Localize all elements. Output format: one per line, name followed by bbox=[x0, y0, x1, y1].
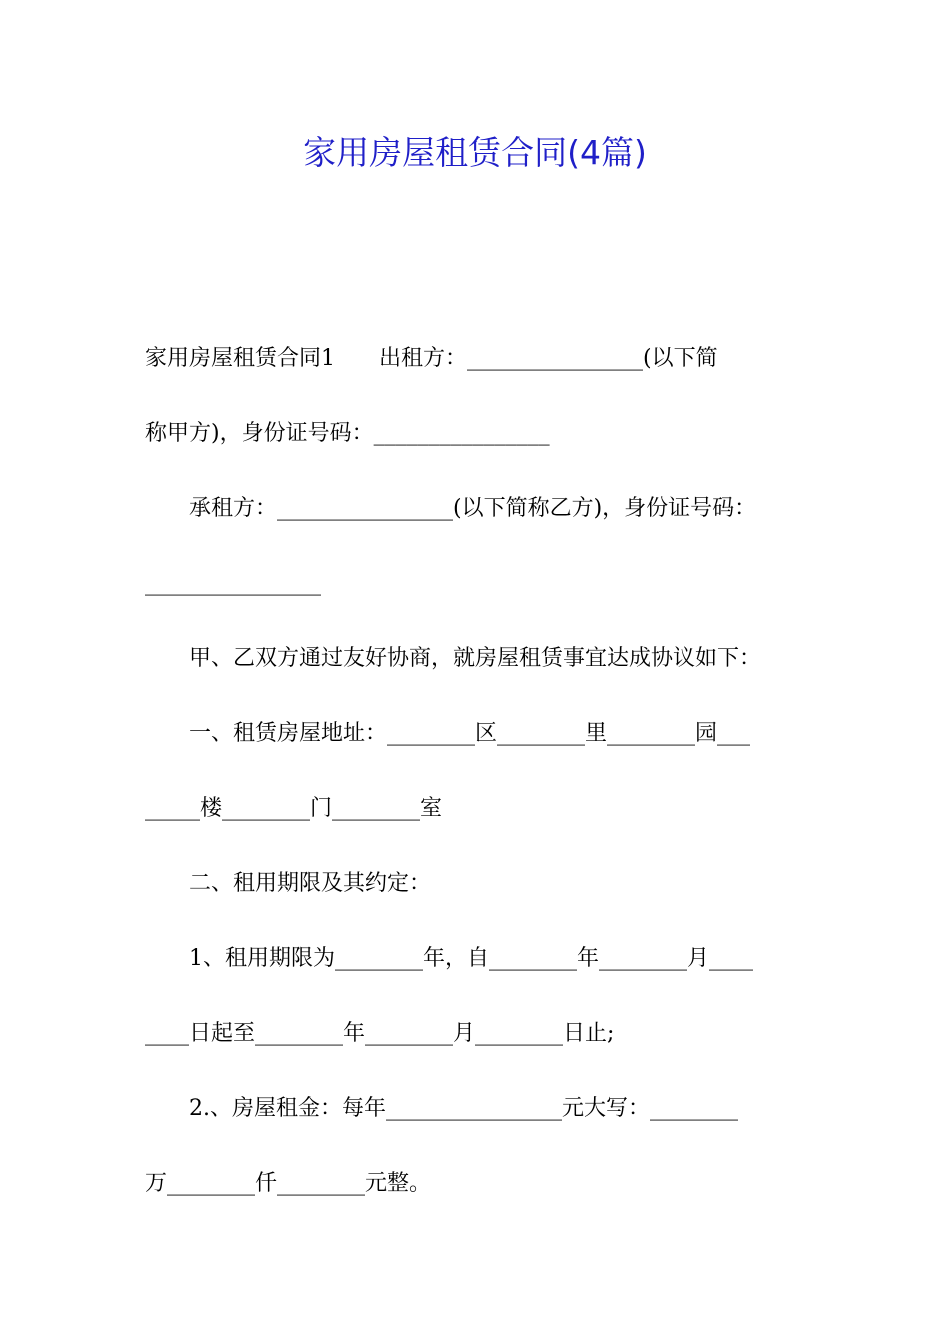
contract-intro-line: 家用房屋租赁合同1 出租方：________________(以下简 bbox=[145, 346, 718, 371]
lessee-id-blank-line: ________________ bbox=[145, 571, 321, 596]
lease-term-continuation-line: ____日起至________年________月________日止; bbox=[145, 1021, 615, 1046]
rent-amount-line: 万________仟________元整。 bbox=[145, 1171, 432, 1196]
document-title: 家用房屋租赁合同(4篇) bbox=[303, 133, 647, 172]
lease-term-line: 1、租用期限为________年，自________年________月____ bbox=[145, 946, 753, 971]
address-line: 一、租赁房屋地址：________区________里________园___ bbox=[145, 721, 751, 746]
section-two-heading: 二、租用期限及其约定： bbox=[145, 871, 432, 896]
address-continuation-line: _____楼________门________室 bbox=[145, 796, 443, 821]
agreement-intro-line: 甲、乙双方通过友好协商，就房屋租赁事宜达成协议如下： bbox=[145, 646, 762, 671]
lessor-id-line: 称甲方)，身份证号码：________________ bbox=[145, 421, 550, 446]
lessee-line: 承租方：________________(以下简称乙方)，身份证号码： bbox=[145, 496, 757, 521]
rent-line: 2.、房屋租金：每年________________元大写：________ bbox=[145, 1096, 738, 1121]
